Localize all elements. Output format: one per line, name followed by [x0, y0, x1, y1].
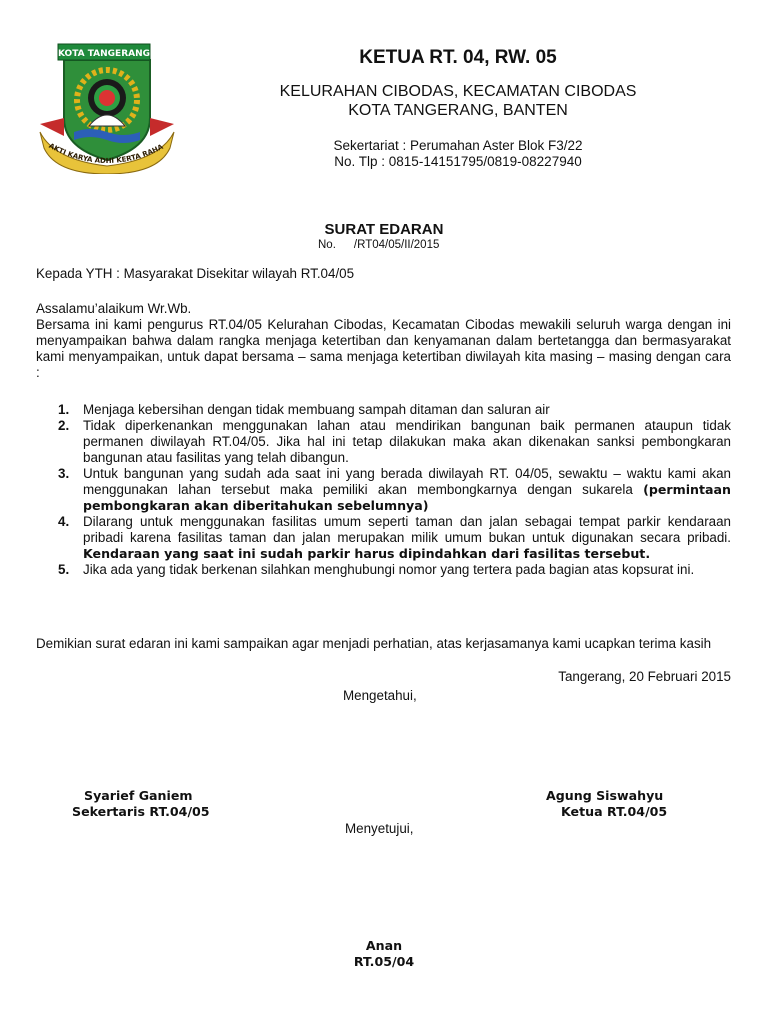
secretariat-address: Sekertariat : Perumahan Aster Blok F3/22	[333, 138, 583, 153]
letterhead-line-1: KELURAHAN CIBODAS, KECAMATAN CIBODAS	[279, 83, 637, 100]
letter-title: SURAT EDARAN	[324, 221, 444, 238]
signature-left-role: Sekertaris RT.04/05	[72, 804, 210, 819]
list-item	[36, 418, 731, 466]
signature-left-name: Syarief Ganiem	[84, 788, 193, 803]
city-emblem-icon	[34, 40, 180, 174]
logo-motto-text: AKTI KARYA ADHI KERTA RAHA	[47, 141, 165, 166]
greeting: Assalamu’alaikum Wr.Wb.	[36, 301, 192, 316]
approved-label: Menyetujui,	[345, 821, 414, 836]
letter-number	[318, 239, 439, 251]
list-item-bold-text: Kendaraan yang saat ini sudah parkir harus dipindahkan dari fasilitas tersebut.	[83, 546, 651, 561]
phone-numbers: No. Tlp : 0815-14151795/0819-08227940	[334, 154, 582, 169]
acknowledged-label: Mengetahui,	[343, 688, 417, 703]
letterhead-subtitle	[250, 82, 666, 120]
list-item-text: Jika ada yang tidak berkenan silahkan menghubungi nomor yang tertera pada bagian atas kopsurat ini.	[83, 562, 695, 577]
list-item-number: 5.	[58, 562, 70, 577]
signature-right-role: Ketua RT.04/05	[561, 804, 668, 819]
list-item-text: Untuk bangunan yang sudah ada saat ini yang berada diwilayah RT. 04/05, sewaktu – waktu kami akan menggunakan lahan tersebut maka pemiliki akan membongkarnya dengan sukarela	[83, 466, 731, 497]
recipient-line: Kepada YTH : Masyarakat Disekitar wilayah RT.04/05	[36, 266, 355, 281]
letter-number-value: /RT04/05/II/2015	[353, 239, 440, 251]
list-item-text: Tidak diperkenankan menggunakan lahan atau mendirikan bangunan baik permanen ataupun tidak permanen diwilayah RT.04/05. Jika hal ini tetap dilakukan maka akan dikenakan sanksi pembongkaran bangunan atau fasilitas yang telah dibangun.	[83, 418, 731, 465]
letter-number-label: No.	[318, 239, 336, 251]
list-item-number: 2.	[58, 418, 70, 433]
letterhead-line-2: KOTA TANGERANG, BANTEN	[348, 102, 568, 119]
intro-paragraph: Bersama ini kami pengurus RT.04/05 Kelurahan Cibodas, Kecamatan Cibodas mewakili seluruh warga dengan ini menyampaikan bahwa dalam rangka menjaga ketertiban dan kenyamanan dalam bertetangga dan bermasyarakat kami menyampaikan, untuk dapat bersama – sama menjaga ketertiban diwilayah kita masing – masing dengan cara :	[36, 317, 731, 380]
list-item-number: 4.	[58, 514, 70, 529]
list-item	[36, 466, 731, 514]
logo-banner-text: KOTA TANGERANG	[57, 49, 151, 59]
place-date: Tangerang, 20 Februari 2015	[558, 669, 731, 684]
list-item	[36, 562, 731, 578]
closing-paragraph: Demikian surat edaran ini kami sampaikan agar menjadi perhatian, atas kerjasamanya kami ucapkan terima kasih	[36, 636, 712, 651]
signature-right-name: Agung Siswahyu	[546, 788, 664, 803]
list-item-number: 3.	[58, 466, 70, 481]
signature-bottom-role: RT.05/04	[353, 954, 415, 969]
list-item-text: Menjaga kebersihan dengan tidak membuang sampah ditaman dan saluran air	[83, 402, 550, 417]
list-item-text: Dilarang untuk menggunakan fasilitas umum seperti taman dan jalan sebagai tempat parkir kendaraan pribadi karena fasilitas taman dan jalan merupakan milik umum bukan untuk digunakan secara pribadi.	[83, 514, 731, 545]
letterhead-title: KETUA RT. 04, RW. 05	[359, 47, 557, 68]
letterhead-contact	[250, 138, 666, 170]
list-item-bold-text: (permintaan pembongkaran akan diberitahukan sebelumnya)	[83, 482, 731, 513]
rules-list	[36, 402, 731, 578]
list-item	[36, 402, 731, 418]
list-item-number: 1.	[58, 402, 70, 417]
list-item	[36, 514, 731, 562]
kota-tangerang-logo	[34, 40, 180, 174]
signature-bottom-name: Anan	[365, 938, 403, 953]
